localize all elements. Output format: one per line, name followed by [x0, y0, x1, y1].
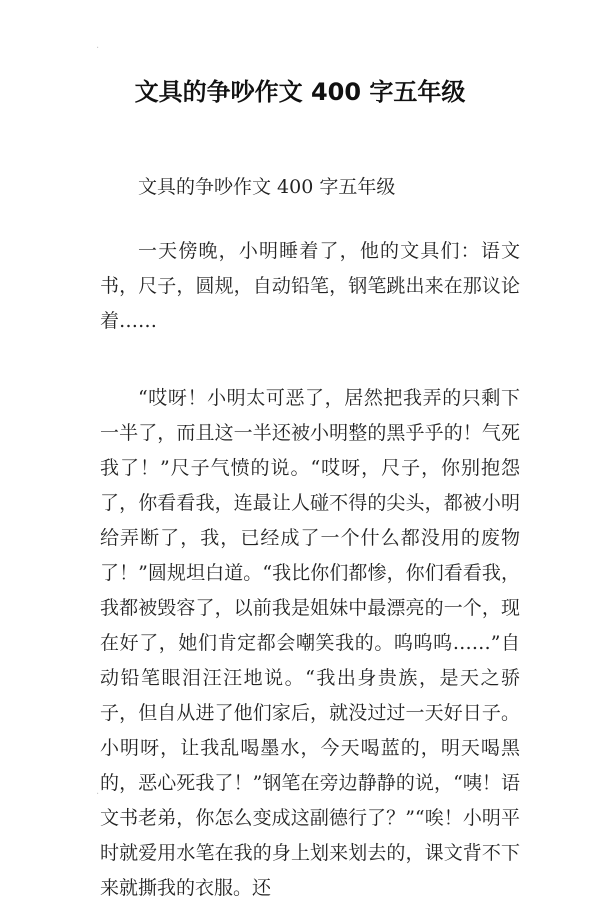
corner-mark: .	[96, 40, 100, 51]
page-title: 文具的争吵作文 400 字五年级	[134, 78, 466, 106]
document-subtitle: 文具的争吵作文 400 字五年级	[138, 176, 396, 198]
paragraph-2: “哎呀！小明太可恶了，居然把我弄的只剩下一半了，而且这一半还被小明整的黑乎乎的！气死我了！”尺子气愤的说。“哎呀，尺子，你别抱怨了，你看看我，连最让人碰不得的尖头，都被小明给弄断了，我，已经成了一个什么都没用的废物了！”圆规坦白道。“我比你们都惨，你们看看我，我都被毁容了，以前我是姐妹中最漂亮的一个，现在好了，她们肯定都会嘲笑我的。呜呜呜……”自动铅笔眼泪汪汪地说。“我出身贵族，是天之骄子，但自从进了他们家后，就没过过一天好日子。小明呀，让我乱喝墨水，今天喝蓝的，明天喝黑的，恶心死我了！”钢笔在旁边静静的说，“咦！语文书老弟，你怎么变成这副德行了？”“唉！小明平时就爱用水笔在我的身上划来划去的，课文背不下来就撕我的衣服。还	[100, 387, 520, 899]
corner-mark-bottom: .	[96, 786, 100, 797]
document-body	[100, 170, 520, 906]
paragraph-1: 一天傍晚，小明睡着了，他的文具们：语文书，尺子，圆规，自动铅笔，钢笔跳出来在那议论着……	[100, 240, 520, 332]
